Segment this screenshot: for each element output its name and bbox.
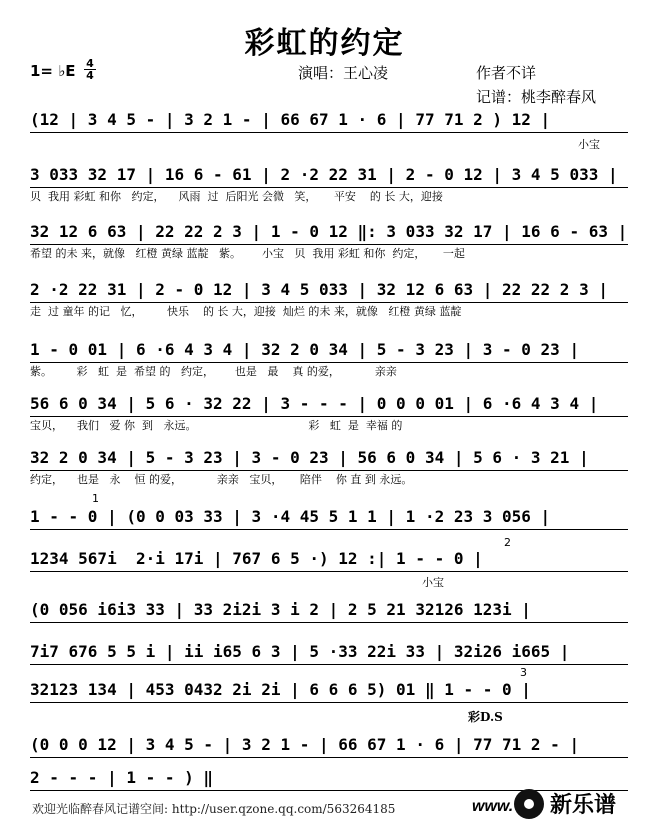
- staff-row-11: [30, 640, 628, 665]
- notation-line: 1234 567i 2·i 17i | 767 6 5 ·) 12 :| 1 - - 0 |: [30, 547, 628, 572]
- volta-second: 2: [504, 536, 511, 549]
- staff-row-7: [30, 446, 628, 489]
- composer-credit: 作者不详: [476, 64, 537, 82]
- song-title: 彩虹的约定: [244, 26, 405, 61]
- watermark-www: www.: [472, 798, 514, 815]
- staff-row-5: [30, 338, 628, 381]
- singer-credit: 演唱：王心凌: [298, 64, 389, 82]
- staff-row-8: [30, 505, 628, 530]
- brand-logo: [514, 788, 616, 819]
- record-disc-icon: [514, 789, 544, 819]
- time-bottom: 4: [84, 69, 96, 81]
- notation-line: 3 033 32 17 | 16 6 - 61 | 2 ·2 22 31 | 2 - 0 12 | 3 4 5 033 |: [30, 163, 628, 188]
- notation-line: (0 056 i6i3 33 | 33 2i2i 3 i 2 | 2 5 21 32126 123i |: [30, 598, 628, 623]
- ds-marking: 彩D.S: [468, 710, 503, 724]
- lyric-xiaobao-repeat: 小宝: [422, 576, 444, 589]
- staff-row-6: [30, 392, 628, 435]
- staff-row-13: [30, 733, 628, 758]
- notation-line: 32123 134 | 453 0432 2i 2i | 6 6 6 5) 01 ‖ 1 - - 0 |: [30, 678, 628, 703]
- lyric-line: 宝贝， 我们 爱 你 到 永远。 彩 虹 是 幸福 的: [30, 419, 403, 432]
- lyric-line: [30, 133, 628, 151]
- notation-line: 56 6 0 34 | 5 6 · 32 22 | 3 - - - | 0 0 0 01 | 6 ·6 4 3 4 |: [30, 392, 628, 417]
- lyric-line: 走 过 童年 的记 忆， 快乐 的 长 大，迎接 灿烂 的未 来，就像 红橙 黄绿 蓝靛: [30, 305, 462, 318]
- staff-row-12: [30, 678, 628, 703]
- volta-third: 3: [520, 666, 527, 679]
- staff-row-9: [30, 547, 628, 572]
- notation-line: 1 - - 0 | (0 0 03 33 | 3 ·4 45 5 1 1 | 1 ·2 23 3 056 |: [30, 505, 628, 530]
- staff-row-10: [30, 598, 628, 623]
- brand-name: 新乐谱: [550, 793, 617, 818]
- notation-line: 2 - - - | 1 - - ) ‖: [30, 766, 628, 791]
- footer-credit: 欢迎光临醉春风记谱空间: http://user.qzone.qq.com/563264185: [32, 802, 396, 816]
- notation-line: 32 12 6 63 | 22 22 2 3 | 1 - 0 12 ‖: 3 033 32 17 | 16 6 - 63 |: [30, 220, 628, 245]
- lyric-line: 约定， 也是 永 恒 的爱， 亲亲 宝贝， 陪伴 你 直 到 永远。: [30, 473, 413, 486]
- notation-line: 32 2 0 34 | 5 - 3 23 | 3 - 0 23 | 56 6 0 34 | 5 6 · 3 21 |: [30, 446, 628, 471]
- lyric-line: 贝 我用 彩虹 和你 约定， 风雨 过 后阳光 会微 笑， 平安 的 长 大，迎接: [30, 190, 443, 203]
- notation-line: (12 | 3 4 5 - | 3 2 1 - | 66 67 1 · 6 | 77 71 2 ) 12 |: [30, 108, 628, 133]
- volta-first: 1: [92, 492, 99, 505]
- notation-line: 7i7 676 5 5 i | ii i65 6 3 | 5 ·33 22i 33 | 32i26 i665 |: [30, 640, 628, 665]
- lyric-line: 紫。 彩 虹 是 希望 的 约定， 也是 最 真 的爱， 亲亲: [30, 365, 397, 378]
- notation-line: 1 - 0 01 | 6 ·6 4 3 4 | 32 2 0 34 | 5 - 3 23 | 3 - 0 23 |: [30, 338, 628, 363]
- notation-line: (0 0 0 12 | 3 4 5 - | 3 2 1 - | 66 67 1 · 6 | 77 71 2 - |: [30, 733, 628, 758]
- staff-row-1: [30, 108, 628, 151]
- key-signature: 1= ♭E: [30, 62, 76, 80]
- lyric-xiaobao: 小宝: [578, 138, 600, 151]
- staff-row-4: [30, 278, 628, 321]
- time-top: 4: [86, 57, 94, 70]
- time-signature: [84, 58, 96, 81]
- transcriber-credit: 记谱：桃李醉春风: [476, 88, 597, 106]
- staff-row-3: [30, 220, 628, 263]
- staff-row-2: [30, 163, 628, 206]
- lyric-line: 希望 的未 来，就像 红橙 黄绿 蓝靛 紫。 小宝 贝 我用 彩虹 和你 约定， 一起: [30, 247, 465, 260]
- notation-line: 2 ·2 22 31 | 2 - 0 12 | 3 4 5 033 | 32 12 6 63 | 22 22 2 3 |: [30, 278, 628, 303]
